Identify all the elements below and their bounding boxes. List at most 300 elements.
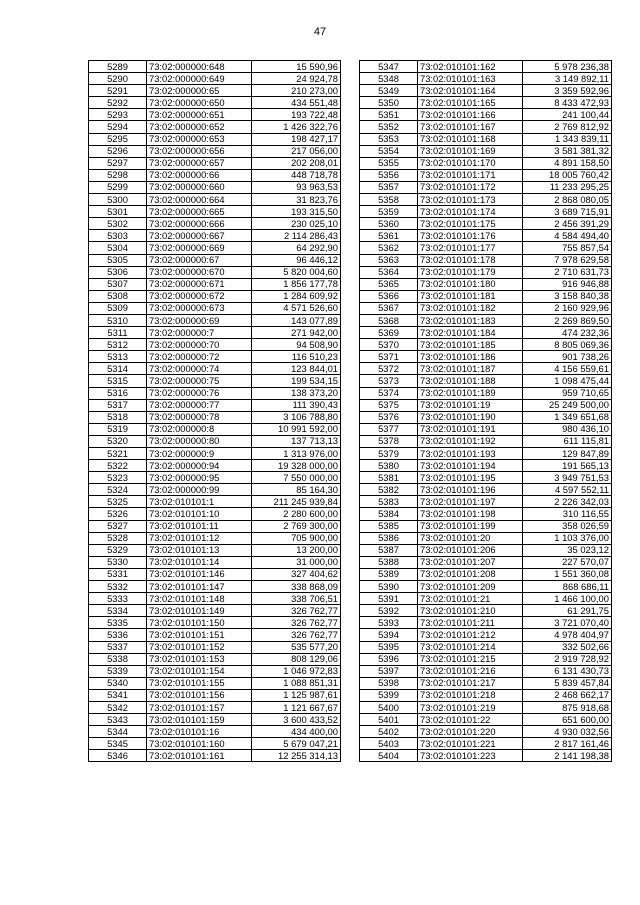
value-cell: 326 762,77 (252, 605, 341, 617)
table-row (360, 556, 612, 568)
row-number-cell: 5374 (360, 387, 418, 399)
cadastral-number-cell: 73:02:010101:193 (418, 448, 523, 460)
table-row (89, 133, 341, 145)
table-row (360, 121, 612, 133)
table-row (360, 593, 612, 605)
table-row (89, 302, 341, 314)
table-row (89, 206, 341, 218)
table-row (360, 532, 612, 544)
cadastral-number-cell: 73:02:010101:22 (418, 714, 523, 726)
table-row (89, 665, 341, 677)
value-cell: 1 349 651,68 (523, 411, 612, 423)
value-cell: 198 427,17 (252, 133, 341, 145)
cadastral-number-cell: 73:02:010101:149 (147, 605, 252, 617)
cadastral-number-cell: 73:02:010101:21 (418, 593, 523, 605)
row-number-cell: 5377 (360, 423, 418, 435)
value-cell: 12 255 314,13 (252, 750, 341, 762)
value-cell: 651 600,00 (523, 714, 612, 726)
row-number-cell: 5387 (360, 544, 418, 556)
value-cell: 24 924,78 (252, 73, 341, 85)
row-number-cell: 5352 (360, 121, 418, 133)
row-number-cell: 5328 (89, 532, 147, 544)
row-number-cell: 5333 (89, 593, 147, 605)
table-row (89, 726, 341, 738)
table-row (89, 544, 341, 556)
row-number-cell: 5368 (360, 314, 418, 326)
cadastral-number-cell: 73:02:010101:187 (418, 363, 523, 375)
table-row (89, 508, 341, 520)
cadastral-number-cell: 73:02:000000:657 (147, 157, 252, 169)
value-cell: 7 978 629,58 (523, 254, 612, 266)
row-number-cell: 5335 (89, 617, 147, 629)
row-number-cell: 5345 (89, 738, 147, 750)
row-number-cell: 5297 (89, 157, 147, 169)
cadastral-number-cell: 73:02:010101:172 (418, 181, 523, 193)
value-cell: 448 718,78 (252, 169, 341, 181)
table-row (89, 121, 341, 133)
cadastral-number-cell: 73:02:010101:154 (147, 665, 252, 677)
value-cell: 2 468 662,17 (523, 689, 612, 701)
row-number-cell: 5401 (360, 714, 418, 726)
table-row (360, 230, 612, 242)
table-row (360, 290, 612, 302)
cadastral-number-cell: 73:02:010101:166 (418, 109, 523, 121)
value-cell: 35 023,12 (523, 544, 612, 556)
row-number-cell: 5331 (89, 568, 147, 580)
cadastral-number-cell: 73:02:010101:183 (418, 314, 523, 326)
row-number-cell: 5370 (360, 339, 418, 351)
cadastral-number-cell: 73:02:000000:651 (147, 109, 252, 121)
table-row (89, 339, 341, 351)
row-number-cell: 5359 (360, 206, 418, 218)
table-row (89, 230, 341, 242)
cadastral-number-cell: 73:02:000000:8 (147, 423, 252, 435)
table-row (89, 701, 341, 713)
table-row (360, 278, 612, 290)
row-number-cell: 5404 (360, 750, 418, 762)
value-cell: 241 100,44 (523, 109, 612, 121)
row-number-cell: 5376 (360, 411, 418, 423)
row-number-cell: 5308 (89, 290, 147, 302)
row-number-cell: 5319 (89, 423, 147, 435)
value-cell: 210 273,00 (252, 85, 341, 97)
table-row (89, 387, 341, 399)
row-number-cell: 5332 (89, 581, 147, 593)
value-cell: 1 103 376,00 (523, 532, 612, 544)
value-cell: 1 098 475,44 (523, 375, 612, 387)
value-cell: 2 769 300,00 (252, 520, 341, 532)
value-cell: 199 534,15 (252, 375, 341, 387)
row-number-cell: 5295 (89, 133, 147, 145)
table-row (360, 314, 612, 326)
cadastral-number-cell: 73:02:010101:169 (418, 145, 523, 157)
row-number-cell: 5309 (89, 302, 147, 314)
row-number-cell: 5340 (89, 677, 147, 689)
row-number-cell: 5390 (360, 581, 418, 593)
value-cell: 916 946,88 (523, 278, 612, 290)
row-number-cell: 5364 (360, 266, 418, 278)
value-cell: 111 390,43 (252, 399, 341, 411)
cadastral-number-cell: 73:02:010101:219 (418, 701, 523, 713)
table-row (360, 617, 612, 629)
value-cell: 326 762,77 (252, 629, 341, 641)
value-cell: 338 706,51 (252, 593, 341, 605)
cadastral-number-cell: 73:02:010101:19 (418, 399, 523, 411)
cadastral-number-cell: 73:02:010101:195 (418, 472, 523, 484)
table-row (89, 750, 341, 762)
cadastral-number-cell: 73:02:000000:670 (147, 266, 252, 278)
value-cell: 211 245 939,84 (252, 496, 341, 508)
row-number-cell: 5384 (360, 508, 418, 520)
cadastral-number-cell: 73:02:010101:207 (418, 556, 523, 568)
row-number-cell: 5316 (89, 387, 147, 399)
value-cell: 3 949 751,53 (523, 472, 612, 484)
table-row (360, 157, 612, 169)
cadastral-number-cell: 73:02:010101:180 (418, 278, 523, 290)
row-number-cell: 5304 (89, 242, 147, 254)
table-row (89, 290, 341, 302)
cadastral-number-cell: 73:02:000000:656 (147, 145, 252, 157)
value-cell: 1 121 667,67 (252, 701, 341, 713)
row-number-cell: 5397 (360, 665, 418, 677)
row-number-cell: 5320 (89, 435, 147, 447)
value-cell: 434 400,00 (252, 726, 341, 738)
value-cell: 123 844,01 (252, 363, 341, 375)
table-row (89, 593, 341, 605)
table-row (89, 435, 341, 447)
value-cell: 310 116,55 (523, 508, 612, 520)
row-number-cell: 5321 (89, 448, 147, 460)
table-row (360, 145, 612, 157)
cadastral-number-cell: 73:02:000000:665 (147, 206, 252, 218)
value-cell: 1 313 976,00 (252, 448, 341, 460)
cadastral-number-cell: 73:02:010101:164 (418, 85, 523, 97)
value-cell: 193 722,48 (252, 109, 341, 121)
cadastral-number-cell: 73:02:000000:672 (147, 290, 252, 302)
value-cell: 1 343 839,11 (523, 133, 612, 145)
row-number-cell: 5350 (360, 97, 418, 109)
value-cell: 2 868 080,05 (523, 194, 612, 206)
table-row (89, 423, 341, 435)
row-number-cell: 5348 (360, 73, 418, 85)
cadastral-number-cell: 73:02:000000:673 (147, 302, 252, 314)
value-cell: 3 158 840,38 (523, 290, 612, 302)
value-cell: 611 115,81 (523, 435, 612, 447)
cadastral-number-cell: 73:02:000000:664 (147, 194, 252, 206)
value-cell: 1 046 972,83 (252, 665, 341, 677)
table-row (89, 581, 341, 593)
table-row (360, 194, 612, 206)
value-cell: 15 590,96 (252, 61, 341, 73)
cadastral-number-cell: 73:02:010101:182 (418, 302, 523, 314)
value-cell: 18 005 760,42 (523, 169, 612, 181)
table-row (360, 363, 612, 375)
row-number-cell: 5337 (89, 641, 147, 653)
table-row (360, 206, 612, 218)
row-number-cell: 5400 (360, 701, 418, 713)
value-cell: 230 025,10 (252, 218, 341, 230)
cadastral-number-cell: 73:02:010101:206 (418, 544, 523, 556)
cadastral-number-cell: 73:02:010101:151 (147, 629, 252, 641)
row-number-cell: 5391 (360, 593, 418, 605)
cadastral-number-cell: 73:02:010101:148 (147, 593, 252, 605)
row-number-cell: 5388 (360, 556, 418, 568)
table-row (89, 556, 341, 568)
cadastral-number-cell: 73:02:010101:208 (418, 568, 523, 580)
value-cell: 1 426 322,76 (252, 121, 341, 133)
table-row (360, 169, 612, 181)
table-row (360, 97, 612, 109)
cadastral-table-left (88, 60, 341, 762)
row-number-cell: 5378 (360, 435, 418, 447)
value-cell: 535 577,20 (252, 641, 341, 653)
cadastral-number-cell: 73:02:010101:159 (147, 714, 252, 726)
value-cell: 3 149 892,11 (523, 73, 612, 85)
value-cell: 5 839 457,84 (523, 677, 612, 689)
cadastral-number-cell: 73:02:000000:667 (147, 230, 252, 242)
cadastral-number-cell: 73:02:010101:11 (147, 520, 252, 532)
cadastral-number-cell: 73:02:010101:212 (418, 629, 523, 641)
row-number-cell: 5317 (89, 399, 147, 411)
cadastral-number-cell: 73:02:010101:217 (418, 677, 523, 689)
value-cell: 326 762,77 (252, 617, 341, 629)
table-row (360, 689, 612, 701)
table-row (360, 399, 612, 411)
table-row (89, 496, 341, 508)
cadastral-number-cell: 73:02:010101:146 (147, 568, 252, 580)
table-row (89, 218, 341, 230)
row-number-cell: 5299 (89, 181, 147, 193)
cadastral-number-cell: 73:02:010101:14 (147, 556, 252, 568)
value-cell: 271 942,00 (252, 327, 341, 339)
value-cell: 13 200,00 (252, 544, 341, 556)
table-row (360, 665, 612, 677)
cadastral-number-cell: 73:02:010101:156 (147, 689, 252, 701)
row-number-cell: 5324 (89, 484, 147, 496)
value-cell: 3 359 592,96 (523, 85, 612, 97)
value-cell: 4 978 404,97 (523, 629, 612, 641)
row-number-cell: 5369 (360, 327, 418, 339)
row-number-cell: 5371 (360, 351, 418, 363)
row-number-cell: 5290 (89, 73, 147, 85)
value-cell: 2 817 161,46 (523, 738, 612, 750)
cadastral-number-cell: 73:02:010101:176 (418, 230, 523, 242)
cadastral-number-cell: 73:02:000000:77 (147, 399, 252, 411)
value-cell: 138 373,20 (252, 387, 341, 399)
row-number-cell: 5293 (89, 109, 147, 121)
cadastral-number-cell: 73:02:010101:157 (147, 701, 252, 713)
row-number-cell: 5372 (360, 363, 418, 375)
row-number-cell: 5336 (89, 629, 147, 641)
table-row (89, 460, 341, 472)
table-row (360, 266, 612, 278)
table-row (89, 169, 341, 181)
cadastral-number-cell: 73:02:010101:150 (147, 617, 252, 629)
value-cell: 1 551 360,08 (523, 568, 612, 580)
row-number-cell: 5330 (89, 556, 147, 568)
cadastral-number-cell: 73:02:000000:649 (147, 73, 252, 85)
cadastral-number-cell: 73:02:010101:173 (418, 194, 523, 206)
row-number-cell: 5362 (360, 242, 418, 254)
table-row (89, 520, 341, 532)
value-cell: 96 446,12 (252, 254, 341, 266)
cadastral-number-cell: 73:02:010101:220 (418, 726, 523, 738)
table-row (89, 641, 341, 653)
row-number-cell: 5314 (89, 363, 147, 375)
row-number-cell: 5398 (360, 677, 418, 689)
cadastral-number-cell: 73:02:010101:186 (418, 351, 523, 363)
cadastral-number-cell: 73:02:010101:155 (147, 677, 252, 689)
table-row (360, 472, 612, 484)
cadastral-number-cell: 73:02:010101:194 (418, 460, 523, 472)
row-number-cell: 5327 (89, 520, 147, 532)
cadastral-number-cell: 73:02:010101:175 (418, 218, 523, 230)
row-number-cell: 5392 (360, 605, 418, 617)
cadastral-number-cell: 73:02:010101:211 (418, 617, 523, 629)
table-row (89, 73, 341, 85)
table-row (360, 339, 612, 351)
value-cell: 8 805 069,36 (523, 339, 612, 351)
table-row (360, 254, 612, 266)
cadastral-number-cell: 73:02:000000:95 (147, 472, 252, 484)
table-row (360, 327, 612, 339)
value-cell: 2 280 600,00 (252, 508, 341, 520)
table-row (89, 399, 341, 411)
value-cell: 93 963,53 (252, 181, 341, 193)
row-number-cell: 5315 (89, 375, 147, 387)
value-cell: 2 114 286,43 (252, 230, 341, 242)
row-number-cell: 5300 (89, 194, 147, 206)
table-row (360, 641, 612, 653)
table-row (89, 605, 341, 617)
value-cell: 6 131 430,73 (523, 665, 612, 677)
table-row (89, 689, 341, 701)
value-cell: 202 208,01 (252, 157, 341, 169)
table-row (89, 568, 341, 580)
value-cell: 7 550 000,00 (252, 472, 341, 484)
value-cell: 217 056,00 (252, 145, 341, 157)
table-row (360, 411, 612, 423)
value-cell: 1 088 851,31 (252, 677, 341, 689)
row-number-cell: 5306 (89, 266, 147, 278)
row-number-cell: 5358 (360, 194, 418, 206)
row-number-cell: 5395 (360, 641, 418, 653)
value-cell: 2 919 728,92 (523, 653, 612, 665)
value-cell: 1 284 609,92 (252, 290, 341, 302)
row-number-cell: 5313 (89, 351, 147, 363)
row-number-cell: 5365 (360, 278, 418, 290)
value-cell: 5 978 236,38 (523, 61, 612, 73)
row-number-cell: 5402 (360, 726, 418, 738)
row-number-cell: 5396 (360, 653, 418, 665)
table-row (360, 61, 612, 73)
value-cell: 327 404,62 (252, 568, 341, 580)
row-number-cell: 5399 (360, 689, 418, 701)
value-cell: 5 820 004,60 (252, 266, 341, 278)
cadastral-number-cell: 73:02:000000:652 (147, 121, 252, 133)
cadastral-number-cell: 73:02:000000:66 (147, 169, 252, 181)
row-number-cell: 5338 (89, 653, 147, 665)
value-cell: 901 738,26 (523, 351, 612, 363)
value-cell: 1 125 987,61 (252, 689, 341, 701)
cadastral-number-cell: 73:02:010101:162 (418, 61, 523, 73)
table-row (360, 218, 612, 230)
table-row (360, 738, 612, 750)
table-row (89, 448, 341, 460)
value-cell: 980 436,10 (523, 423, 612, 435)
value-cell: 705 900,00 (252, 532, 341, 544)
table-row (89, 314, 341, 326)
table-row (89, 363, 341, 375)
row-number-cell: 5298 (89, 169, 147, 181)
cadastral-number-cell: 73:02:000000:7 (147, 327, 252, 339)
value-cell: 2 710 631,73 (523, 266, 612, 278)
cadastral-number-cell: 73:02:010101:221 (418, 738, 523, 750)
row-number-cell: 5385 (360, 520, 418, 532)
cadastral-number-cell: 73:02:000000:80 (147, 435, 252, 447)
row-number-cell: 5312 (89, 339, 147, 351)
table-row (89, 61, 341, 73)
row-number-cell: 5302 (89, 218, 147, 230)
table-row (360, 726, 612, 738)
row-number-cell: 5341 (89, 689, 147, 701)
table-row (89, 411, 341, 423)
cadastral-number-cell: 73:02:000000:9 (147, 448, 252, 460)
value-cell: 25 249 500,00 (523, 399, 612, 411)
row-number-cell: 5366 (360, 290, 418, 302)
cadastral-number-cell: 73:02:000000:74 (147, 363, 252, 375)
row-number-cell: 5349 (360, 85, 418, 97)
table-row (360, 181, 612, 193)
cadastral-number-cell: 73:02:010101:165 (418, 97, 523, 109)
row-number-cell: 5346 (89, 750, 147, 762)
cadastral-number-cell: 73:02:010101:12 (147, 532, 252, 544)
row-number-cell: 5311 (89, 327, 147, 339)
row-number-cell: 5373 (360, 375, 418, 387)
table-row (89, 351, 341, 363)
table-row (89, 617, 341, 629)
cadastral-number-cell: 73:02:010101:188 (418, 375, 523, 387)
cadastral-number-cell: 73:02:010101:214 (418, 641, 523, 653)
value-cell: 85 164,30 (252, 484, 341, 496)
table-row (89, 109, 341, 121)
table-row (89, 472, 341, 484)
value-cell: 64 292,90 (252, 242, 341, 254)
table-row (360, 109, 612, 121)
cadastral-number-cell: 73:02:010101:218 (418, 689, 523, 701)
row-number-cell: 5360 (360, 218, 418, 230)
cadastral-number-cell: 73:02:010101:16 (147, 726, 252, 738)
cadastral-number-cell: 73:02:000000:70 (147, 339, 252, 351)
table-row (89, 266, 341, 278)
cadastral-number-cell: 73:02:010101:199 (418, 520, 523, 532)
cadastral-number-cell: 73:02:010101:147 (147, 581, 252, 593)
page-number: 47 (313, 26, 327, 38)
table-row (360, 629, 612, 641)
cadastral-number-cell: 73:02:010101:174 (418, 206, 523, 218)
value-cell: 193 315,50 (252, 206, 341, 218)
row-number-cell: 5381 (360, 472, 418, 484)
cadastral-number-cell: 73:02:010101:189 (418, 387, 523, 399)
cadastral-number-cell: 73:02:000000:69 (147, 314, 252, 326)
table-row (89, 677, 341, 689)
table-row (360, 448, 612, 460)
value-cell: 31 823,76 (252, 194, 341, 206)
row-number-cell: 5403 (360, 738, 418, 750)
row-number-cell: 5382 (360, 484, 418, 496)
cadastral-number-cell: 73:02:010101:223 (418, 750, 523, 762)
cadastral-number-cell: 73:02:000000:78 (147, 411, 252, 423)
